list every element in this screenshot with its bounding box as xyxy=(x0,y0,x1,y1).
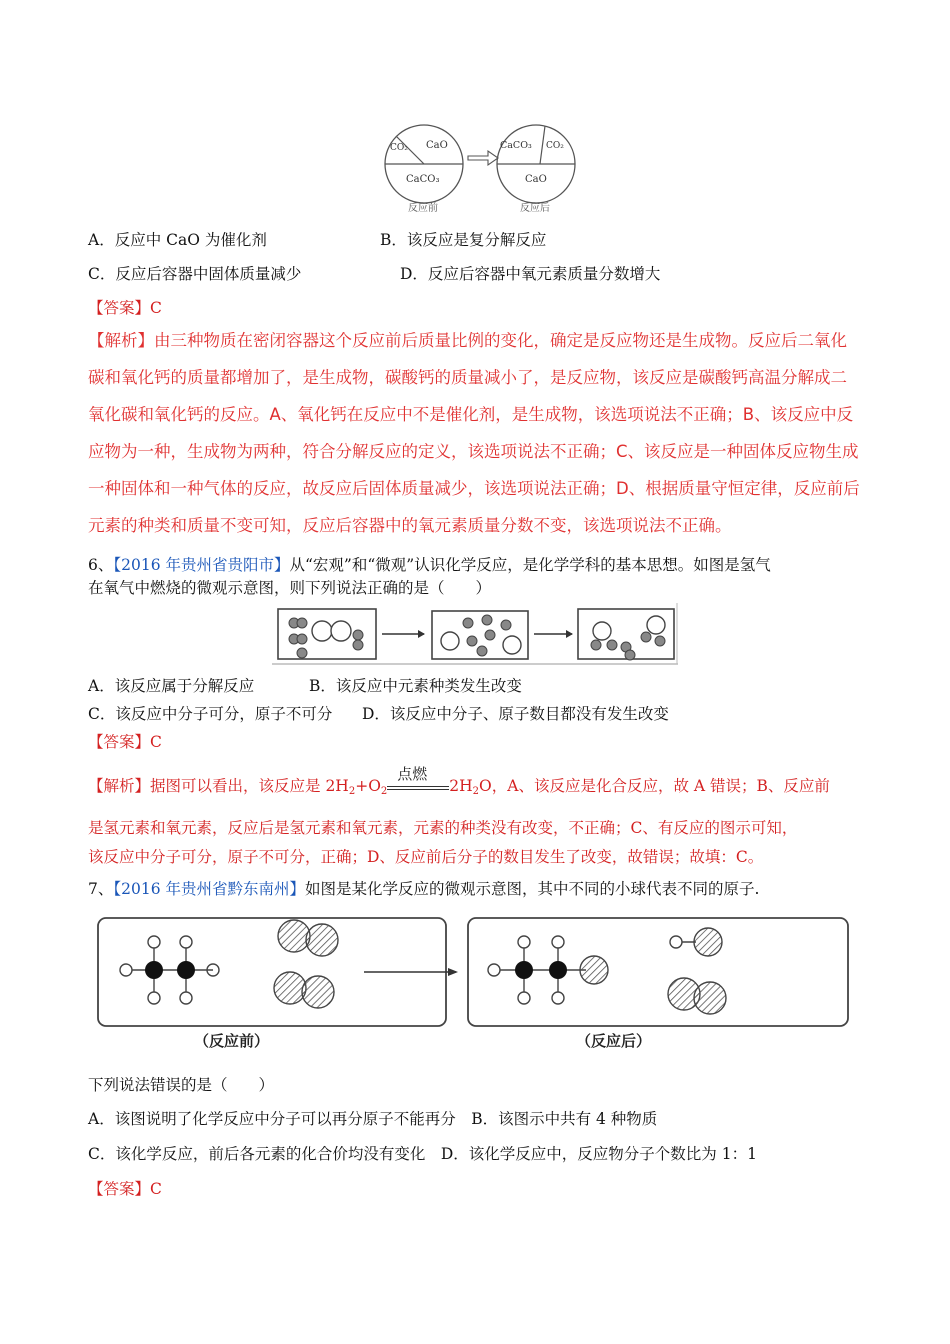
before-label-co2: CO₂ xyxy=(390,143,408,153)
q7-answer xyxy=(88,1177,162,1199)
q5-option-a: A．反应中 CaO 为催化剂 xyxy=(88,231,267,249)
q7-before-caption: （反应前） xyxy=(194,1032,270,1050)
q7-options-ab: A．该图说明了化学反应中分子可以再分原子不能再分 B．该图示中共有 4 种物质 xyxy=(88,1110,658,1128)
q7-options-cd: C．该化学反应，前后各元素的化合价均没有变化 D．该化学反应中，反应物分子个数比为 1：1 xyxy=(88,1145,757,1163)
q5-option-c: C．反应后容器中固体质量减少 xyxy=(88,265,302,283)
analysis-line-2: 碳和氧化钙的质量都增加了，是生成物，碳酸钙的质量减小了，是反应物，该反应是碳酸钙高温分解成二 xyxy=(88,368,847,387)
q6-stem-text: 从“宏观”和“微观”认识化学反应，是化学学科的基本思想。如图是氢气 xyxy=(289,556,771,574)
q6-analysis-rest xyxy=(88,814,878,872)
q7-question: 下列说法错误的是（ ） xyxy=(88,1076,275,1094)
q7-source: 【2016 年贵州省黔东南州】 xyxy=(113,880,305,898)
q6-stem-line2: 在氧气中燃烧的微观示意图，则下列说法正确的是（ ） xyxy=(88,579,492,597)
analysis-line-2: 是氢元素和氧元素，反应后是氢元素和氧元素，元素的种类没有改变，不正确；C、有反应的图示可知， xyxy=(88,819,798,837)
q6-stem-line1 xyxy=(88,555,771,575)
q6-source: 【2016 年贵州省贵阳市】 xyxy=(113,556,290,574)
q6-analysis-line1 xyxy=(88,765,830,797)
q5-answer xyxy=(88,296,162,318)
analysis-pre: 据图可以看出，该反应是 2H xyxy=(150,777,349,795)
analysis-line-5: 一种固体和一种气体的反应，故反应后固体质量减少，该选项说法正确；D、根据质量守恒定律，反应前后 xyxy=(88,479,860,498)
q5-analysis xyxy=(88,322,878,544)
q6-option-a: A．该反应属于分解反应 xyxy=(88,677,255,695)
after-label-caco3: CaCO₃ xyxy=(500,140,532,151)
after-caption: 反应后 xyxy=(520,203,550,214)
eq-condition: 点燃 xyxy=(397,765,428,783)
q7-number: 7、 xyxy=(88,880,114,898)
analysis-tag: 【解析】 xyxy=(88,331,154,350)
eq-sub-3: 2 xyxy=(472,786,480,797)
analysis-line-3: 氧化碳和氧化钙的反应。A、氧化钙在反应中不是催化剂，是生成物，该选项说法不正确；B、该反应中反 xyxy=(88,405,854,424)
eq-sub-2: 2 xyxy=(380,786,388,797)
answer-value: C xyxy=(150,1180,162,1198)
answer-value: C xyxy=(150,299,162,317)
q6-option-b: B．该反应中元素种类发生改变 xyxy=(309,677,522,695)
after-label-co2: CO₂ xyxy=(546,141,564,151)
eq-sub-1: 2 xyxy=(348,786,356,797)
eq-condition-arrow xyxy=(387,765,449,797)
q6-micro-diagram xyxy=(272,603,678,665)
eq-product-tail: O，A、该反应是化合反应，故 A 错误；B、反应前 xyxy=(479,777,830,795)
eq-plus: +O xyxy=(355,777,381,795)
q5-option-d: D．反应后容器中氧元素质量分数增大 xyxy=(400,265,661,283)
analysis-line-1: 由三种物质在密闭容器这个反应前后质量比例的变化，确定是反应物还是生成物。反应后二氧化 xyxy=(154,331,847,350)
analysis-line-4: 应物为一种，生成物为两种，符合分解反应的定义，该选项说法不正确；C、该反应是一种固体反应物生成 xyxy=(88,442,859,461)
analysis-line-3: 该反应中分子可分，原子不可分，正确；D、反应前后分子的数目发生了改变，故错误；故填：C。 xyxy=(88,848,764,866)
answer-tag: 【答案】 xyxy=(88,299,151,317)
before-label-caco3: CaCO₃ xyxy=(406,174,440,185)
before-caption: 反应前 xyxy=(408,203,438,214)
q5-option-b: B．该反应是复分解反应 xyxy=(380,231,547,249)
answer-value: C xyxy=(150,733,162,751)
q7-after-caption: （反应后） xyxy=(576,1032,652,1050)
q6-option-d: D．该反应中分子、原子数目都没有发生改变 xyxy=(362,705,669,723)
q6-number: 6、 xyxy=(88,556,114,574)
after-label-cao: CaO xyxy=(525,174,547,185)
q7-stem xyxy=(88,879,759,899)
q6-option-c: C．该反应中分子可分，原子不可分 xyxy=(88,705,333,723)
eq-product: 2H xyxy=(449,777,473,795)
before-label-cao: CaO xyxy=(426,140,448,151)
q7-stem-text: 如图是某化学反应的微观示意图，其中不同的小球代表不同的原子. xyxy=(305,880,760,898)
analysis-tag: 【解析】 xyxy=(88,777,151,795)
q6-answer xyxy=(88,730,162,752)
answer-tag: 【答案】 xyxy=(88,1180,151,1198)
answer-tag: 【答案】 xyxy=(88,733,151,751)
q7-micro-diagram xyxy=(96,910,856,1058)
analysis-line-6: 元素的种类和质量不变可知，反应后容器中的氧元素质量分数不变，该选项说法不正确。 xyxy=(88,516,732,535)
q5-reaction-diagram xyxy=(380,118,580,218)
